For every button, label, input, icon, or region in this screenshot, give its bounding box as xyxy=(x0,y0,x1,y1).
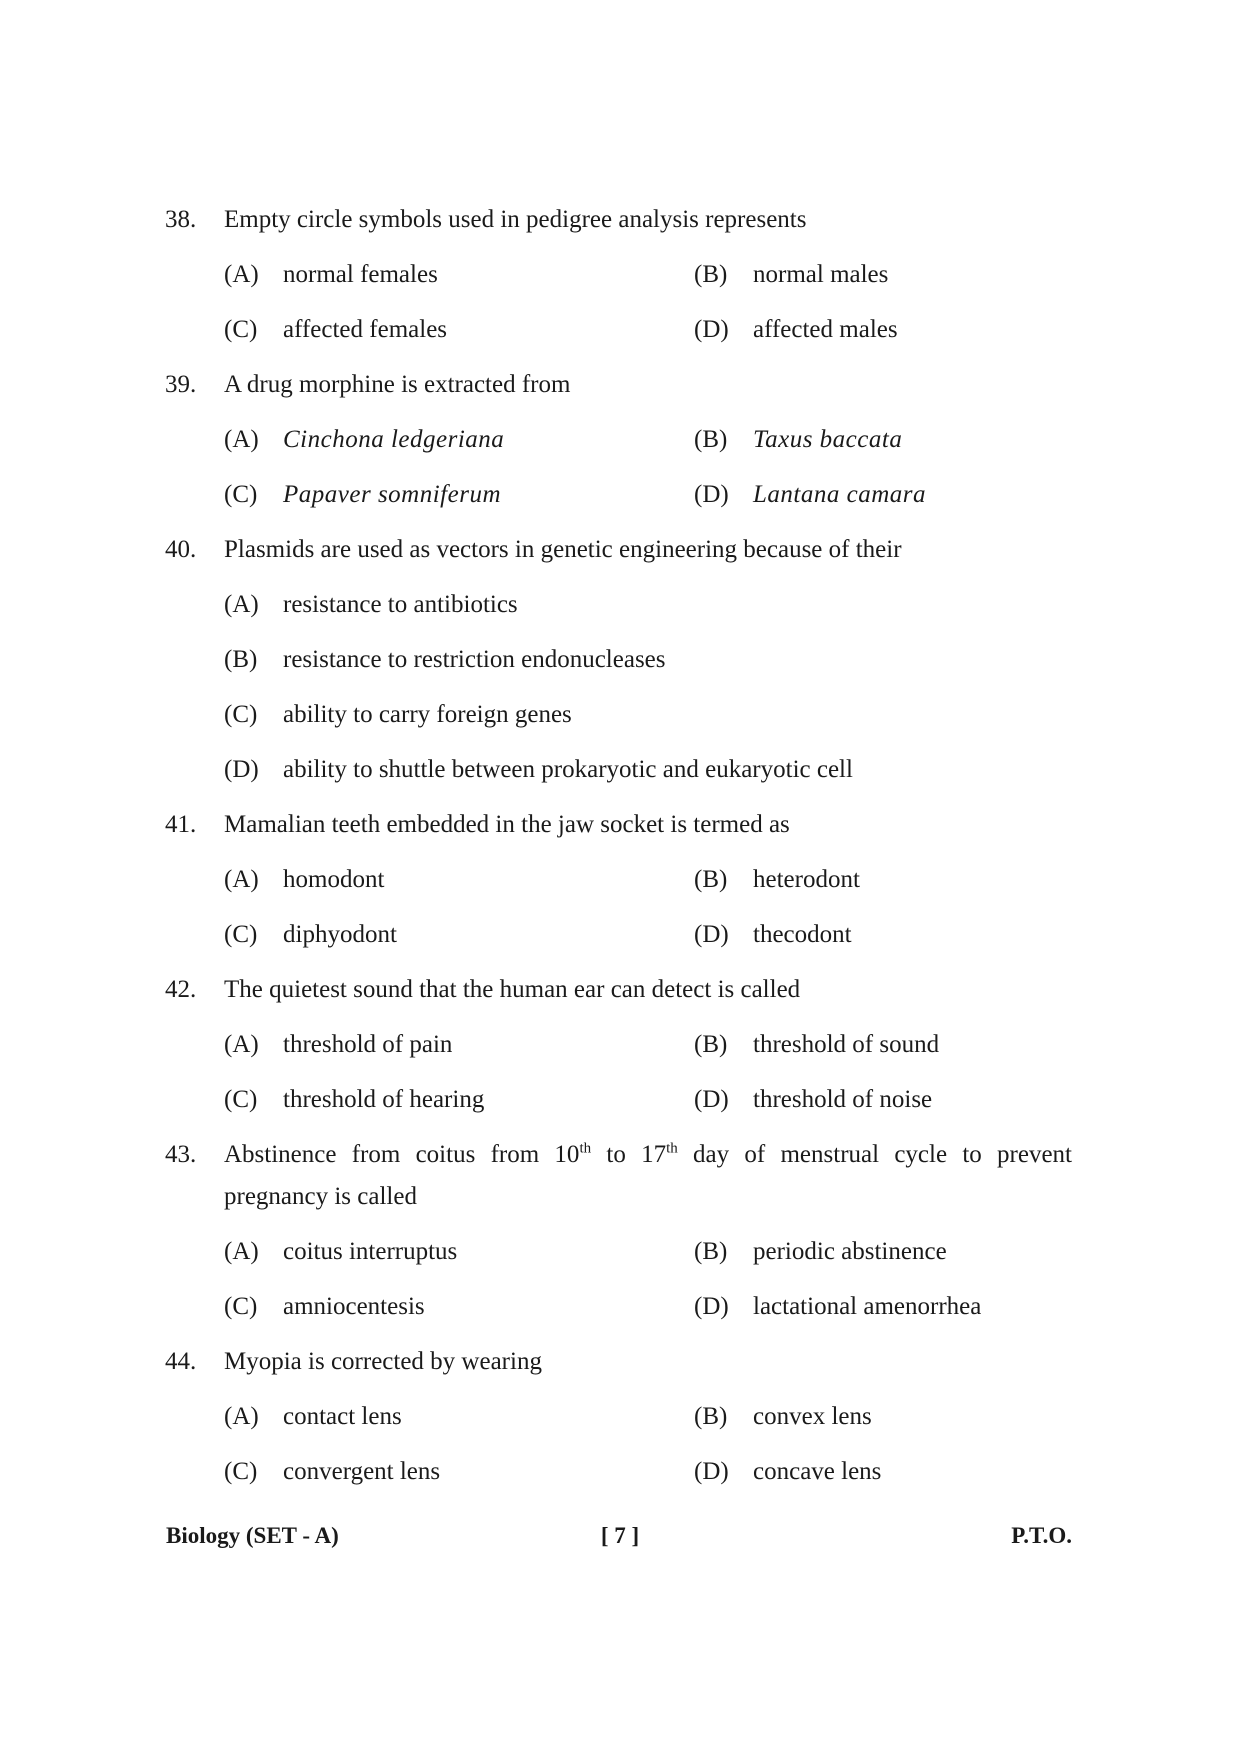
question-text: Plasmids are used as vectors in genetic engineering because of their xyxy=(224,536,902,563)
option-row xyxy=(0,584,1240,639)
option-row xyxy=(0,914,1240,969)
question-number: 42. xyxy=(165,976,197,1003)
option-43-c: (C) amniocentesis xyxy=(224,1293,425,1320)
question-number: 44. xyxy=(165,1348,197,1375)
option-row xyxy=(0,474,1240,529)
question-text: Empty circle symbols used in pedigree analysis represents xyxy=(224,206,807,233)
option-row xyxy=(0,419,1240,474)
question-number: 39. xyxy=(165,371,197,398)
option-38-c: (C) affected females xyxy=(224,316,448,343)
superscript: th xyxy=(579,1140,592,1157)
option-row xyxy=(0,1231,1240,1286)
option-39-d: (D) Lantana camara xyxy=(694,481,926,508)
option-row xyxy=(0,1396,1240,1451)
question-43 xyxy=(0,1134,1240,1231)
question-38 xyxy=(0,199,1240,254)
option-row xyxy=(0,1286,1240,1341)
question-number: 40. xyxy=(165,536,197,563)
question-44 xyxy=(0,1341,1240,1396)
option-40-c: (C) ability to carry foreign genes xyxy=(224,701,572,728)
question-number: 38. xyxy=(165,206,197,233)
option-44-a: (A) contact lens xyxy=(224,1403,402,1430)
question-list xyxy=(0,199,1240,1506)
superscript: th xyxy=(666,1140,678,1157)
option-40-a: (A) resistance to antibiotics xyxy=(224,591,518,618)
option-43-a: (A) coitus interruptus xyxy=(224,1238,458,1265)
option-44-d: (D) concave lens xyxy=(694,1458,882,1485)
option-38-d: (D) affected males xyxy=(694,316,898,343)
option-row xyxy=(0,1079,1240,1134)
page-footer xyxy=(0,1516,1240,1556)
question-text: The quietest sound that the human ear can detect is called xyxy=(224,976,801,1003)
option-38-a: (A) normal females xyxy=(224,261,438,288)
option-43-b: (B) periodic abstinence xyxy=(694,1238,947,1265)
option-row xyxy=(0,859,1240,914)
option-42-b: (B) threshold of sound xyxy=(694,1031,940,1058)
question-text: A drug morphine is extracted from xyxy=(224,371,571,398)
question-text: Myopia is corrected by wearing xyxy=(224,1348,542,1375)
option-38-b: (B) normal males xyxy=(694,261,889,288)
option-row xyxy=(0,1451,1240,1506)
question-42 xyxy=(0,969,1240,1024)
option-41-c: (C) diphyodont xyxy=(224,921,397,948)
question-41 xyxy=(0,804,1240,859)
question-number: 41. xyxy=(165,811,197,838)
option-41-a: (A) homodont xyxy=(224,866,385,893)
option-40-d: (D) ability to shuttle between prokaryotic and eukaryotic cell xyxy=(224,756,853,783)
option-41-d: (D) thecodont xyxy=(694,921,852,948)
option-row xyxy=(0,639,1240,694)
question-39 xyxy=(0,364,1240,419)
footer-subject: Biology (SET - A) xyxy=(166,1523,339,1548)
question-text: Mamalian teeth embedded in the jaw socket is termed as xyxy=(224,811,790,838)
question-text: Abstinence from coitus from 10th to 17th day of menstrual cycle to prevent pregnancy is called xyxy=(224,1140,1073,1210)
option-row xyxy=(0,254,1240,309)
option-42-d: (D) threshold of noise xyxy=(694,1086,933,1113)
footer-pto: P.T.O. xyxy=(1011,1523,1072,1548)
option-row xyxy=(0,309,1240,364)
option-44-b: (B) convex lens xyxy=(694,1403,872,1430)
option-42-c: (C) threshold of hearing xyxy=(224,1086,485,1113)
option-42-a: (A) threshold of pain xyxy=(224,1031,453,1058)
option-row xyxy=(0,749,1240,804)
option-41-b: (B) heterodont xyxy=(694,866,860,893)
option-row xyxy=(0,1024,1240,1079)
option-43-d: (D) lactational amenorrhea xyxy=(694,1293,982,1320)
option-39-b: (B) Taxus baccata xyxy=(694,426,903,453)
option-row xyxy=(0,694,1240,749)
page-number: [ 7 ] xyxy=(600,1523,640,1548)
option-44-c: (C) convergent lens xyxy=(224,1458,441,1485)
option-40-b: (B) resistance to restriction endonucleases xyxy=(224,646,666,673)
question-40 xyxy=(0,529,1240,584)
question-number: 43. xyxy=(165,1141,197,1168)
option-39-a: (A) Cinchona ledgeriana xyxy=(224,426,505,453)
option-39-c: (C) Papaver somniferum xyxy=(224,481,501,508)
